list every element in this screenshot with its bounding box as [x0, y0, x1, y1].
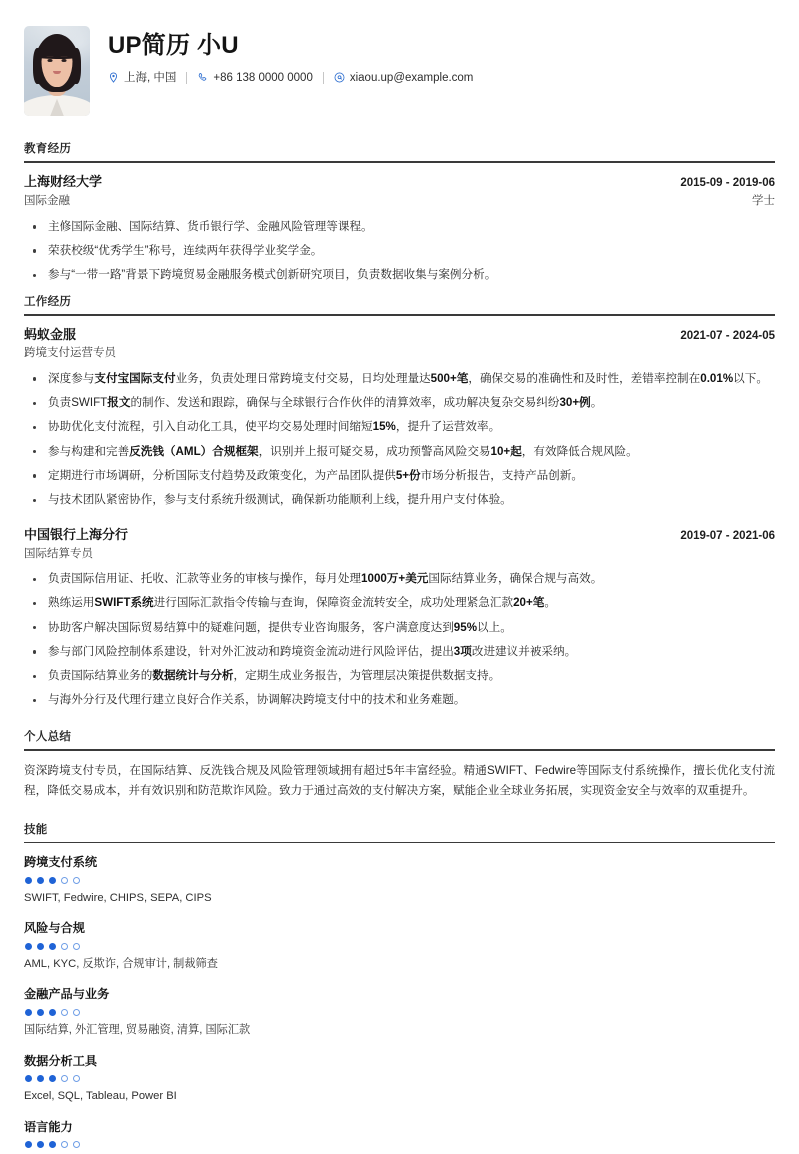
section-heading-work: 工作经历	[24, 296, 72, 309]
skill-group	[24, 919, 775, 972]
entry-bullet: 主修国际金融、国际结算、货币银行学、金融风险管理等课程。	[24, 218, 775, 237]
candidate-name: UP简历 小U	[108, 32, 239, 59]
skill-name: 金融产品与业务	[24, 987, 110, 1002]
entry-bullet-list	[24, 370, 775, 510]
at-email-icon	[334, 72, 345, 83]
skill-items: SWIFT, Fedwire, CHIPS, SEPA, CIPS	[24, 891, 212, 904]
rating-dot-empty	[73, 943, 80, 950]
entry-meta: 学士	[752, 195, 775, 208]
section-summary	[24, 728, 775, 800]
rating-dot-filled	[25, 1075, 32, 1082]
contact-email-value: xiaou.up@example.com	[349, 71, 474, 84]
contact-email	[334, 70, 474, 86]
skill-rating	[25, 1141, 775, 1148]
skill-group	[24, 1052, 775, 1105]
rating-dot-filled	[37, 1141, 44, 1148]
rating-dot-empty	[73, 1075, 80, 1082]
skill-rating	[25, 1075, 775, 1082]
rating-dot-empty	[73, 1009, 80, 1016]
section-rule-education	[24, 161, 775, 163]
skill-group	[24, 853, 775, 906]
location-pin-icon	[108, 72, 119, 83]
rating-dot-empty	[61, 943, 68, 950]
rating-dot-filled	[49, 877, 56, 884]
entry-role: 国际金融	[24, 195, 70, 208]
rating-dot-empty	[61, 877, 68, 884]
entry-role: 跨境支付运营专员	[24, 347, 116, 360]
entry-header	[24, 526, 775, 545]
phone-icon	[197, 72, 208, 83]
skill-rating	[25, 877, 775, 884]
entry-bullet: 参与构建和完善反洗钱（AML）合规框架，识别并上报可疑交易，成功预警高风险交易10+起，有效降低合规风险。	[24, 443, 775, 462]
entry-header	[24, 173, 775, 192]
photo-eye-right	[61, 59, 66, 62]
resume-header	[24, 26, 775, 132]
entry-dates: 2021-07 - 2024-05	[680, 329, 775, 342]
contact-location-value: 上海, 中国	[124, 71, 177, 84]
contact-divider-2	[323, 72, 324, 84]
entry-subheader	[24, 345, 775, 362]
skill-items: 国际结算, 外汇管理, 贸易融资, 清算, 国际汇款	[24, 1023, 251, 1036]
rating-dot-filled	[49, 1141, 56, 1148]
photo-shoulders	[24, 95, 90, 116]
entry-bullet: 定期进行市场调研，分析国际支付趋势及政策变化，为产品团队提供5+份市场分析报告，支持产品创新。	[24, 467, 775, 486]
rating-dot-filled	[25, 943, 32, 950]
entry-bullet: 协助优化支付流程，引入自动化工具，使平均交易处理时间缩短15%，提升了运营效率。	[24, 418, 775, 437]
rating-dot-filled	[49, 1009, 56, 1016]
skill-rating	[25, 943, 775, 950]
entry-bullet: 熟练运用SWIFT系统进行国际汇款指令传输与查询，保障资金流转安全，成功处理紧急汇款20+笔。	[24, 594, 775, 613]
skill-name: 风险与合规	[24, 921, 85, 936]
section-skills	[24, 821, 775, 1148]
skill-name: 跨境支付系统	[24, 855, 98, 870]
entry-bullet: 参与“一带一路”背景下跨境贸易金融服务模式创新研究项目，负责数据收集与案例分析。	[24, 266, 775, 285]
entry-bullet: 协助客户解决国际贸易结算中的疑难问题，提供专业咨询服务，客户满意度达到95%以上。	[24, 619, 775, 638]
rating-dot-filled	[37, 943, 44, 950]
rating-dot-empty	[73, 1141, 80, 1148]
entry-organization: 上海财经大学	[24, 173, 103, 189]
entry-bullet: 负责SWIFT报文的制作、发送和跟踪，确保与全球银行合作伙伴的清算效率，成功解决复杂交易纠纷30+例。	[24, 394, 775, 413]
section-work	[24, 293, 775, 710]
section-heading-skills: 技能	[24, 823, 48, 836]
rating-dot-filled	[25, 1009, 32, 1016]
section-rule-skills	[24, 842, 775, 844]
section-heading-summary: 个人总结	[24, 731, 72, 744]
entry-subheader	[24, 192, 775, 210]
rating-dot-filled	[37, 877, 44, 884]
rating-dot-empty	[61, 1009, 68, 1016]
photo-brow-left	[47, 56, 54, 58]
entry-bullet: 参与部门风险控制体系建设，针对外汇波动和跨境资金流动进行风险评估，提出3项改进建议并被采纳。	[24, 643, 775, 662]
work-entry-list	[24, 326, 775, 711]
identity-block	[108, 26, 473, 86]
skill-items: AML, KYC, 反欺诈, 合规审计, 制裁筛查	[24, 957, 218, 970]
rating-dot-filled	[37, 1009, 44, 1016]
section-rule-work	[24, 314, 775, 316]
profile-photo	[24, 26, 90, 116]
skill-group	[24, 1118, 775, 1148]
entry-header	[24, 326, 775, 345]
education-entry-list	[24, 173, 775, 285]
entry-bullet: 与海外分行及代理行建立良好合作关系，协调解决跨境支付中的技术和业务难题。	[24, 691, 775, 710]
summary-text: 资深跨境支付专员，在国际结算、反洗钱合规及风险管理领域拥有超过5年丰富经验。精通SWIFT、Fedwire等国际支付系统操作，擅长优化支付流程，降低交易成本，并有效识别和防范欺诈风险。致力于通过高效的支付解决方案，赋能企业全球业务拓展，实现资金安全与效率的双重提升。	[24, 763, 775, 797]
rating-dot-empty	[61, 1141, 68, 1148]
contact-list	[108, 70, 473, 86]
section-education	[24, 140, 775, 285]
skill-items: Excel, SQL, Tableau, Power BI	[24, 1089, 177, 1102]
photo-brow-right	[60, 56, 67, 58]
skill-group	[24, 985, 775, 1038]
contact-phone-value: +86 138 0000 0000	[213, 71, 313, 84]
entry-bullet-list	[24, 570, 775, 710]
entry-bullet-list	[24, 218, 775, 285]
contact-divider	[186, 72, 187, 84]
skill-list	[24, 853, 775, 1148]
rating-dot-empty	[73, 877, 80, 884]
skill-rating	[25, 1009, 775, 1016]
section-heading-education: 教育经历	[24, 143, 72, 155]
rating-dot-filled	[25, 1141, 32, 1148]
entry-organization: 中国银行上海分行	[24, 526, 129, 542]
entry-bullet: 负责国际信用证、托收、汇款等业务的审核与操作，每月处理1000万+美元国际结算业务，确保合规与高效。	[24, 570, 775, 589]
resume-entry	[24, 326, 775, 510]
rating-dot-filled	[37, 1075, 44, 1082]
section-rule-summary	[24, 749, 775, 751]
resume-entry	[24, 173, 775, 285]
rating-dot-filled	[25, 877, 32, 884]
resume-entry	[24, 526, 775, 710]
rating-dot-filled	[49, 943, 56, 950]
rating-dot-empty	[61, 1075, 68, 1082]
entry-bullet: 深度参与支付宝国际支付业务，负责处理日常跨境支付交易，日均处理量达500+笔，确保交易的准确性和及时性，差错率控制在0.01%以下。	[24, 370, 775, 389]
entry-subheader	[24, 546, 775, 563]
rating-dot-filled	[49, 1075, 56, 1082]
entry-dates: 2019-07 - 2021-06	[680, 529, 775, 542]
entry-bullet: 负责国际结算业务的数据统计与分析，定期生成业务报告，为管理层决策提供数据支持。	[24, 667, 775, 686]
entry-bullet: 与技术团队紧密协作，参与支付系统升级测试，确保新功能顺利上线，提升用户支付体验。	[24, 491, 775, 510]
skill-name: 数据分析工具	[24, 1053, 98, 1068]
skill-name: 语言能力	[24, 1119, 73, 1134]
entry-bullet: 荣获校级“优秀学生”称号，连续两年获得学业奖学金。	[24, 242, 775, 261]
contact-phone	[197, 70, 312, 86]
entry-organization: 蚂蚁金服	[24, 326, 77, 342]
entry-dates: 2015-09 - 2019-06	[680, 176, 775, 189]
photo-eye-left	[48, 59, 53, 62]
contact-location	[108, 70, 176, 86]
entry-role: 国际结算专员	[24, 547, 93, 560]
